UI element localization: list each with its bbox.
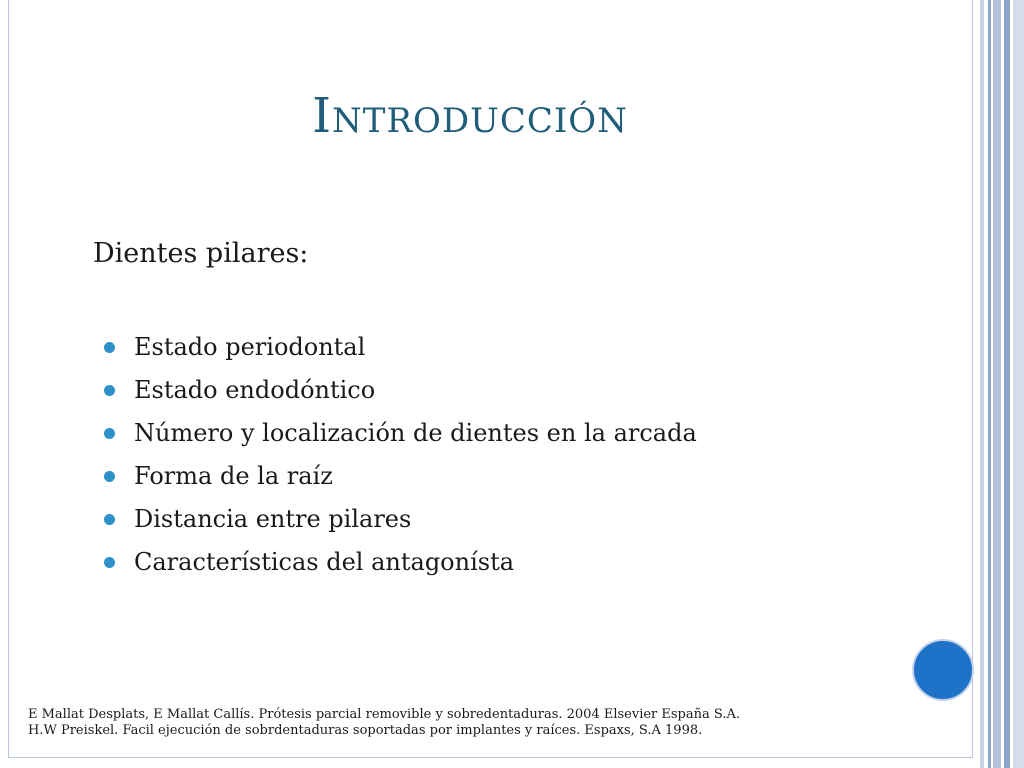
list-item-text: Número y localización de dientes en la arcada	[134, 419, 697, 447]
list-item	[104, 326, 697, 369]
decorative-stripe	[1013, 0, 1024, 768]
references	[28, 707, 740, 739]
slide-title: Introducción	[312, 88, 628, 144]
bullet-dot-icon	[104, 428, 115, 439]
reference-line: H.W Preiskel. Facil ejecución de sobrdentaduras soportadas por implantes y raíces. Espaxs, S.A 1998.	[28, 723, 703, 738]
bullet-dot-icon	[104, 342, 115, 353]
subheading: Dientes pilares:	[93, 238, 309, 269]
list-item	[104, 498, 697, 541]
list-item-text: Distancia entre pilares	[134, 505, 412, 533]
bullet-list	[104, 326, 697, 584]
list-item-text: Características del antagonísta	[134, 548, 515, 576]
bullet-dot-icon	[104, 471, 115, 482]
bullet-dot-icon	[104, 514, 115, 525]
list-item-text: Estado periodontal	[134, 333, 366, 361]
decorative-stripe	[988, 0, 991, 768]
reference-line: E Mallat Desplats, E Mallat Callís. Prótesis parcial removible y sobredentaduras. 2004 Elsevier España S.A.	[28, 707, 740, 722]
bullet-dot-icon	[104, 385, 115, 396]
list-item	[104, 369, 697, 412]
decorative-stripe	[993, 0, 1001, 768]
list-item	[104, 412, 697, 455]
list-item-text: Estado endodóntico	[134, 376, 376, 404]
decorative-stripe	[980, 0, 984, 768]
decorative-circle-icon	[912, 639, 974, 701]
decorative-stripe	[1004, 0, 1010, 768]
bullet-dot-icon	[104, 557, 115, 568]
list-item	[104, 541, 697, 584]
list-item	[104, 455, 697, 498]
list-item-text: Forma de la raíz	[134, 462, 333, 490]
